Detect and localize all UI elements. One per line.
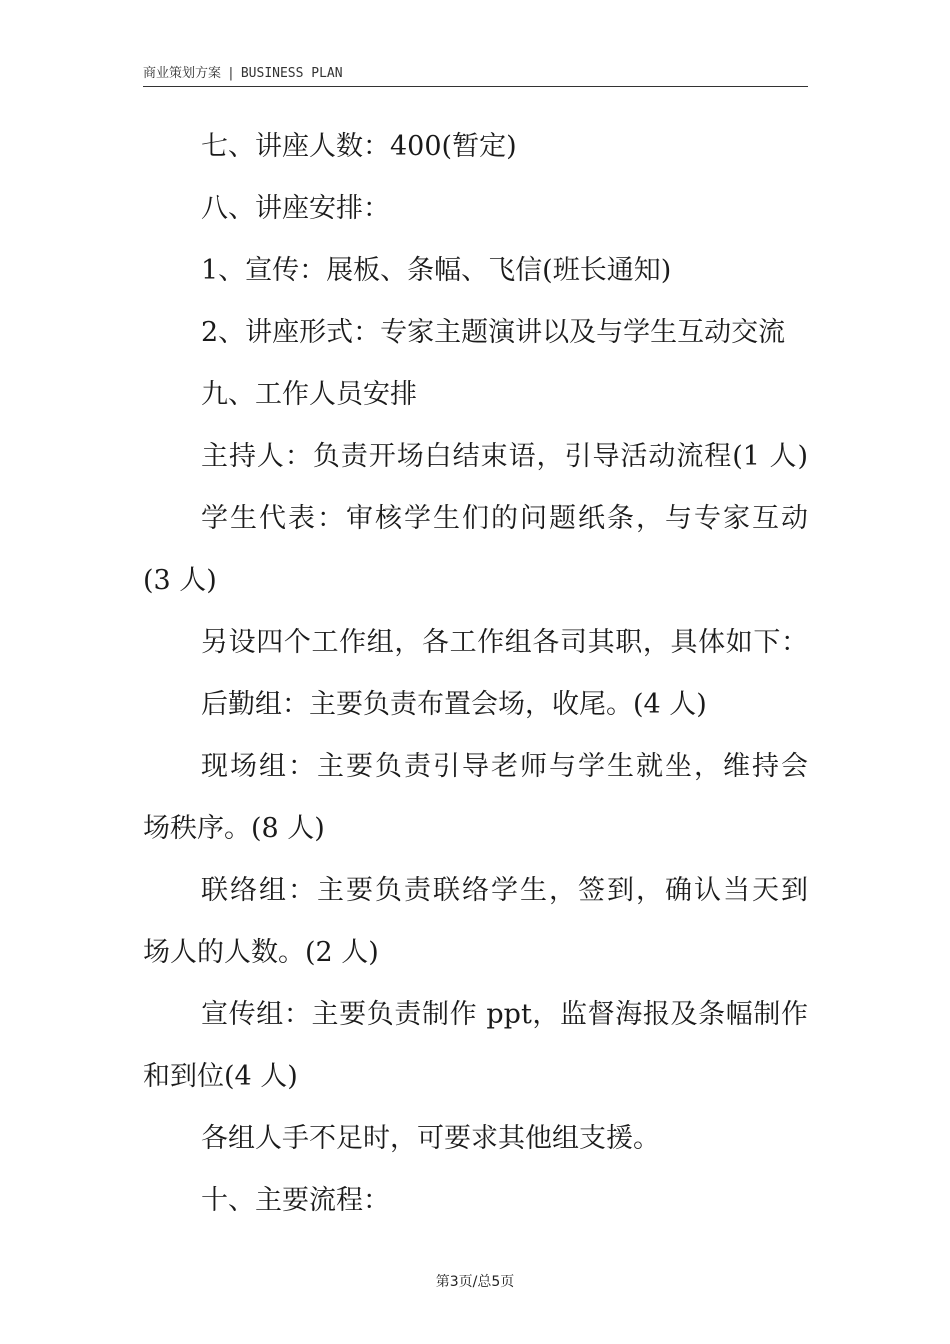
paragraph-publicity-cont: 和到位(4 人): [143, 1061, 298, 1092]
paragraph-liaison: 联络组：主要负责联络学生，签到，确认当天到: [201, 875, 808, 906]
paragraph-liaison-cont: 场人的人数。(2 人): [143, 937, 379, 968]
page-number: 第3页/总5页: [435, 1274, 515, 1290]
paragraph-workgroups: 另设四个工作组，各工作组各司其职，具体如下：: [201, 627, 808, 658]
paragraph-promotion: 1、宣传：展板、条幅、飞信(班长通知): [201, 255, 672, 286]
heading-process: 十、主要流程：: [201, 1185, 390, 1216]
paragraph-onsite: 现场组：主要负责引导老师与学生就坐，维持会: [201, 751, 808, 782]
heading-schedule: 八、讲座安排：: [201, 193, 390, 224]
heading-staff: 九、工作人员安排: [201, 379, 417, 410]
page-header: [143, 64, 808, 87]
paragraph-host: 主持人：负责开场白结束语，引导活动流程(1 人): [201, 441, 808, 472]
paragraph-student-rep: 学生代表：审核学生们的问题纸条，与专家互动: [201, 503, 808, 534]
document-body: [143, 116, 808, 1232]
paragraph-logistics: 后勤组：主要负责布置会场，收尾。(4 人): [201, 689, 707, 720]
header-separator: |: [227, 66, 235, 81]
paragraph-format: 2、讲座形式：专家主题演讲以及与学生互动交流: [201, 317, 786, 348]
paragraph-student-rep-cont: (3 人): [143, 565, 217, 596]
header-title-en: BUSINESS PLAN: [240, 66, 343, 81]
paragraph-onsite-cont: 场秩序。(8 人): [143, 813, 325, 844]
paragraph-support: 各组人手不足时，可要求其他组支援。: [201, 1123, 660, 1154]
paragraph-publicity: 宣传组：主要负责制作 ppt，监督海报及条幅制作: [201, 999, 808, 1030]
header-title-cn: 商业策划方案: [143, 66, 222, 81]
paragraph-attendance: 七、讲座人数：400(暂定): [201, 131, 517, 162]
